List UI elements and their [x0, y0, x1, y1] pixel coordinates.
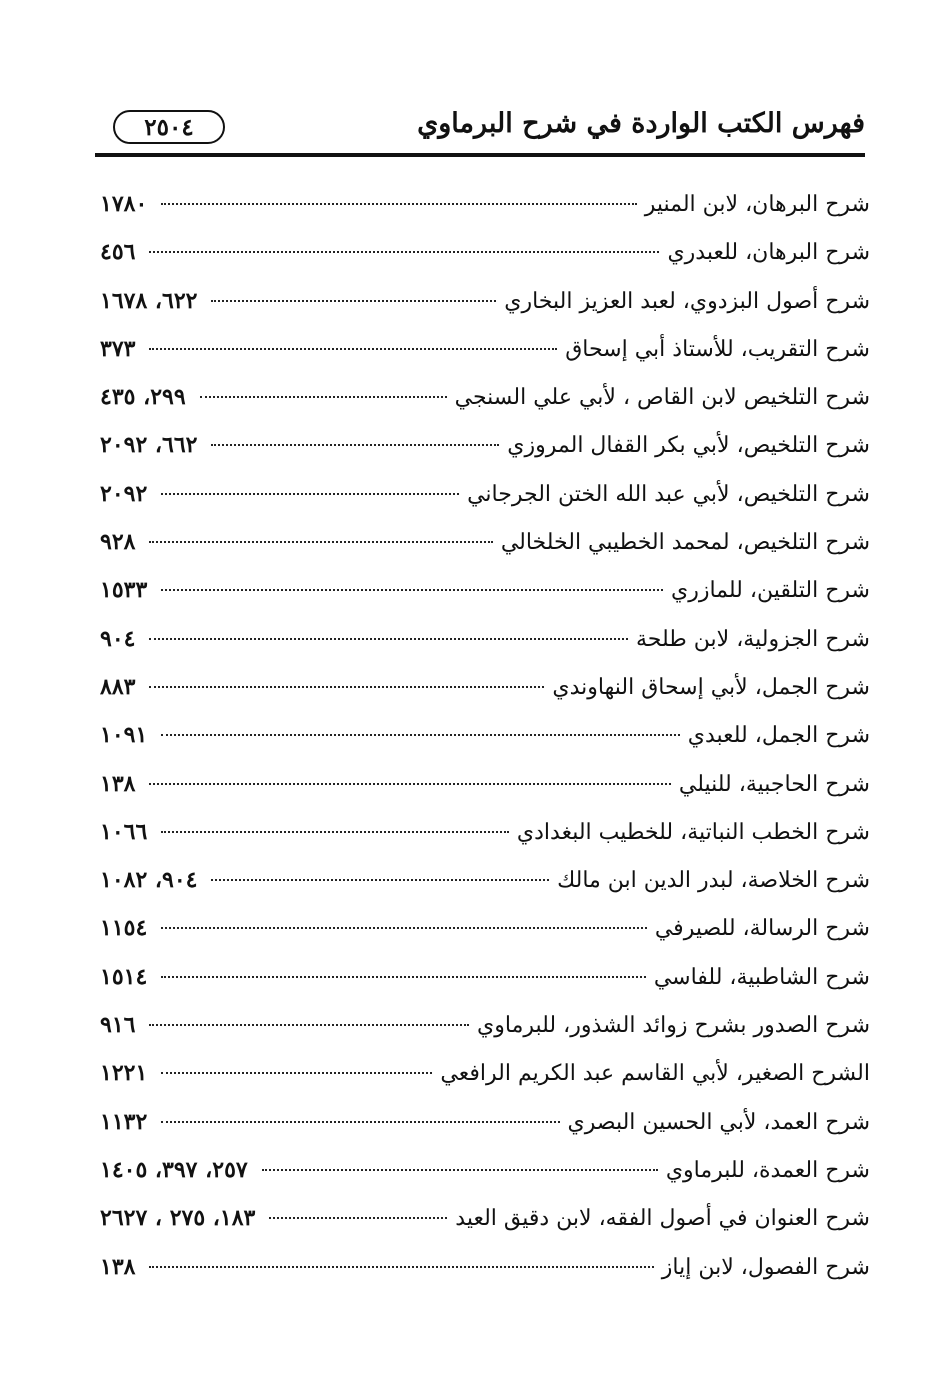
entry-title: شرح الرسالة، للصيرفي [654, 916, 870, 942]
dot-leader [149, 541, 492, 543]
dot-leader [161, 203, 636, 205]
index-entry [100, 180, 870, 228]
dot-leader [211, 300, 496, 302]
entry-pages: ٩١٦ [100, 1012, 136, 1039]
index-entry [100, 856, 870, 904]
entry-title: شرح التلخيص، لأبي عبد الله الختن الجرجاني [467, 481, 870, 507]
entry-title: شرح العنوان في أصول الفقه، لابن دقيق العيد [455, 1206, 870, 1232]
entry-title: شرح التلخيص لابن القاص ، لأبي علي السنجي [454, 385, 870, 411]
entry-pages: ١٣٨ [100, 1253, 136, 1280]
entry-pages: ٤٥٦ [100, 239, 136, 266]
index-entry [100, 1146, 870, 1194]
entry-pages: ١١٣٢ [100, 1108, 148, 1135]
entry-pages: ١٢٢١ [100, 1060, 148, 1087]
header-divider [95, 153, 865, 157]
entry-pages: ١٥٣٣ [100, 577, 148, 604]
index-entry [100, 1243, 870, 1291]
dot-leader [149, 251, 659, 253]
dot-leader [211, 879, 549, 881]
index-entry [100, 615, 870, 663]
dot-leader [161, 589, 663, 591]
dot-leader [149, 638, 628, 640]
index-entry [100, 518, 870, 566]
dot-leader [161, 493, 459, 495]
index-entry [100, 808, 870, 856]
entry-title: شرح التلخيص، لأبي بكر القفال المروزي [507, 433, 870, 459]
entry-title: شرح التلخيص، لمحمد الخطيبي الخلخالي [500, 530, 870, 556]
index-entry [100, 953, 870, 1001]
index-entry [100, 1194, 870, 1242]
dot-leader [161, 976, 646, 978]
dot-leader [211, 444, 499, 446]
entry-pages: ٢٠٩٢ [100, 480, 148, 507]
entry-pages: ٦٦٢، ٢٠٩٢ [100, 432, 198, 459]
entry-pages: ١٨٣، ٢٧٥ ، ٢٦٢٧ [100, 1205, 256, 1232]
entry-pages: ٨٨٣ [100, 673, 136, 700]
index-entry [100, 421, 870, 469]
entry-title: شرح الجمل، للعبدي [687, 723, 870, 749]
entry-title: شرح الصدور بشرح زوائد الشذور، للبرماوي [477, 1013, 870, 1039]
entry-pages: ١٧٨٠ [100, 191, 148, 217]
dot-leader [161, 831, 509, 833]
dot-leader [161, 1072, 432, 1074]
entry-title: شرح العمد، لأبي الحسين البصري [567, 1109, 870, 1135]
entry-title: شرح الجزولية، لابن طلحة [636, 626, 870, 652]
dot-leader [161, 734, 679, 736]
dot-leader [161, 927, 647, 929]
index-entry [100, 663, 870, 711]
entry-pages: ١٠٩١ [100, 722, 148, 749]
dot-leader [161, 1121, 559, 1123]
entry-pages: ٢٥٧، ٣٩٧، ١٤٠٥ [100, 1156, 248, 1183]
index-entry [100, 373, 870, 421]
entry-title: شرح البرهان، لابن المنير [644, 192, 870, 217]
entry-pages: ٢٩٩، ٤٣٥ [100, 384, 186, 411]
entry-pages: ١٣٨ [100, 770, 136, 797]
entry-title: شرح أصول البزدوي، لعبد العزيز البخاري [504, 288, 870, 314]
entry-title: شرح العمدة، للبرماوي [665, 1157, 870, 1183]
entry-pages: ١١٥٤ [100, 915, 148, 942]
index-entry [100, 228, 870, 276]
entry-pages: ٩٠٤ [100, 625, 136, 652]
dot-leader [149, 348, 557, 350]
entry-pages: ٦٢٢، ١٦٧٨ [100, 287, 198, 314]
index-entry [100, 566, 870, 614]
entry-title: شرح الجمل، لأبي إسحاق النهاوندي [552, 674, 870, 700]
entry-title: الشرح الصغير، لأبي القاسم عبد الكريم الرافعي [440, 1061, 870, 1087]
entry-title: شرح الخطب النباتية، للخطيب البغدادي [516, 819, 870, 845]
dot-leader [149, 1266, 653, 1268]
index-entry [100, 1049, 870, 1097]
index-entry [100, 470, 870, 518]
entry-pages: ٩٢٨ [100, 529, 136, 556]
entry-title: شرح التقريب، للأستاذ أبي إسحاق [565, 336, 870, 362]
index-entry [100, 277, 870, 325]
page-number-badge: ٢٥٠٤ [113, 110, 225, 144]
page-header [95, 98, 865, 156]
dot-leader [200, 396, 447, 398]
entry-title: شرح الحاجبية، للنيلي [678, 771, 870, 797]
index-entry [100, 1098, 870, 1146]
dot-leader [149, 783, 670, 785]
dot-leader [149, 1024, 469, 1026]
entry-pages: ٣٧٣ [100, 335, 136, 362]
entry-title: شرح البرهان، للعبدري [667, 240, 870, 266]
entry-pages: ١٥١٤ [100, 963, 148, 990]
entry-pages: ٩٠٤، ١٠٨٢ [100, 867, 198, 894]
entry-pages: ١٠٦٦ [100, 818, 148, 845]
entry-title: شرح الخلاصة، لبدر الدين ابن مالك [557, 868, 870, 894]
index-entry [100, 1001, 870, 1049]
dot-leader [262, 1169, 658, 1171]
dot-leader [149, 686, 544, 688]
index-entry [100, 760, 870, 808]
dot-leader [269, 1217, 447, 1219]
entry-title: شرح الفصول، لابن إياز [661, 1254, 870, 1280]
index-entry [100, 904, 870, 952]
index-list [100, 180, 870, 1291]
entry-title: شرح التلقين، للمازري [671, 578, 870, 604]
page-title: فهرس الكتب الواردة في شرح البرماوي [417, 108, 865, 139]
entry-title: شرح الشاطبية، للفاسي [653, 964, 870, 990]
index-entry [100, 711, 870, 759]
index-entry [100, 325, 870, 373]
